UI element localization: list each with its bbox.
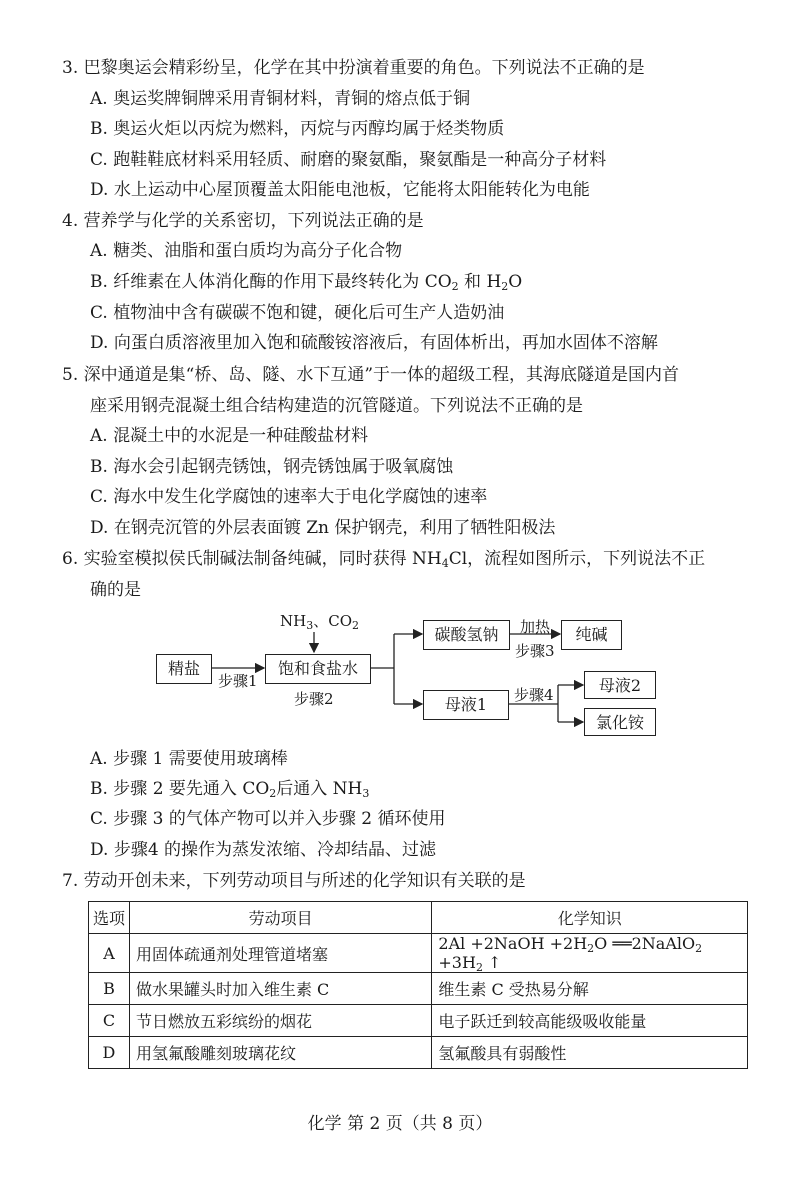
q4-b-sub-1: 2 <box>451 280 459 293</box>
row-d-knowledge: 氢氟酸具有弱酸性 <box>432 1037 748 1069</box>
header-labor-item: 劳动项目 <box>129 902 431 934</box>
box-refined-salt: 精盐 <box>156 654 212 684</box>
q3-option-c: C. 跑鞋鞋底材料采用轻质、耐磨的聚氨酯，聚氨酯是一种高分子材料 <box>90 150 607 170</box>
box-soda-ash: 纯碱 <box>561 620 622 650</box>
page-footer: 化学 第 2 页（共 8 页） <box>307 1114 493 1134</box>
row-b-work: 做水果罐头时加入维生素 C <box>129 973 431 1005</box>
q6-stem-text-1: 6. 实验室模拟侯氏制碱法制备纯碱，同时获得 NH <box>62 549 442 569</box>
table-header-row <box>89 902 748 934</box>
q3-option-d: D. 水上运动中心屋顶覆盖太阳能电池板，它能将太阳能转化为电能 <box>90 180 590 200</box>
q6-b-sub-1: 2 <box>269 787 277 800</box>
q5-option-b: B. 海水会引起钢壳锈蚀，钢壳锈蚀属于吸氧腐蚀 <box>90 457 454 477</box>
q6-stem-sub: 4 <box>441 557 449 570</box>
step1-label: 步骤1 <box>218 672 258 690</box>
q4-option-a: A. 糖类、油脂和蛋白质均为高分子化合物 <box>90 241 403 261</box>
q3-option-a: A. 奥运奖牌铜牌采用青铜材料，青铜的熔点低于铜 <box>90 89 471 109</box>
header-chem-knowledge: 化学知识 <box>432 902 748 934</box>
q4-stem: 4. 营养学与化学的关系密切，下列说法正确的是 <box>62 211 424 231</box>
q4-b-sub-2: 2 <box>501 280 509 293</box>
q6-option-d: D. 步骤4 的操作为蒸发浓缩、冷却结晶、过滤 <box>90 840 437 860</box>
q6-b-text-2: 后通入 NH <box>276 779 363 799</box>
q7-stem: 7. 劳动开创未来，下列劳动项目与所述的化学知识有关联的是 <box>62 871 526 891</box>
q3-stem: 3. 巴黎奥运会精彩纷呈，化学在其中扮演着重要的角色。下列说法不正确的是 <box>62 58 645 78</box>
row-a-option: A <box>89 934 130 973</box>
eq-sub-1: 2 <box>587 942 595 955</box>
feed-nh3: NH <box>280 612 307 630</box>
row-a-work: 用固体疏通剂处理管道堵塞 <box>129 934 431 973</box>
box-mother-liquor-2: 母液2 <box>584 671 656 699</box>
row-a-knowledge <box>432 934 748 973</box>
q6-b-sub-2: 3 <box>362 787 370 800</box>
q6-b-text-1: B. 步骤 2 要先通入 CO <box>90 779 270 799</box>
q5-option-a: A. 混凝土中的水泥是一种硅酸盐材料 <box>90 426 369 446</box>
feed-nh3-sub: 3 <box>306 619 314 632</box>
row-c-option: C <box>89 1005 130 1037</box>
eq-sub-2: 2 <box>695 942 703 955</box>
row-d-work: 用氢氟酸雕刻玻璃花纹 <box>129 1037 431 1069</box>
q6-option-a: A. 步骤 1 需要使用玻璃棒 <box>90 749 288 769</box>
feed-gases-label <box>280 610 359 631</box>
row-d-option: D <box>89 1037 130 1069</box>
q6-stem-line2: 确的是 <box>90 580 141 600</box>
table-row <box>89 1037 748 1069</box>
q6-option-b <box>90 778 369 800</box>
q7-table <box>88 901 748 1069</box>
q5-option-d: D. 在钢壳沉管的外层表面镀 Zn 保护钢壳，利用了牺牲阳极法 <box>90 518 556 538</box>
step4-label: 步骤4 <box>514 686 554 704</box>
q5-stem-line1: 5. 深中通道是集“桥、岛、隧、水下互通”于一体的超级工程，其海底隧道是国内首 <box>62 365 680 385</box>
q4-b-text-3: O <box>508 272 523 292</box>
row-b-knowledge: 维生素 C 受热易分解 <box>432 973 748 1005</box>
table-row <box>89 973 748 1005</box>
eq-part-4: ↑ <box>482 953 502 972</box>
box-sodium-bicarbonate: 碳酸氢钠 <box>423 620 510 650</box>
q5-stem-line2: 座采用钢壳混凝土组合结构建造的沉管隧道。下列说法不正确的是 <box>90 396 583 416</box>
box-ammonium-chloride: 氯化铵 <box>584 708 656 736</box>
row-b-option: B <box>89 973 130 1005</box>
heat-label: 加热 <box>520 618 551 636</box>
table-row <box>89 934 748 973</box>
eq-sub-3: 2 <box>475 961 483 974</box>
eq-part-1: 2Al +2NaOH +2H <box>438 934 588 953</box>
q4-b-text-2: 和 H <box>458 272 502 292</box>
step2-label: 步骤2 <box>294 690 334 708</box>
q4-option-c: C. 植物油中含有碳碳不饱和键，硬化后可生产人造奶油 <box>90 303 505 323</box>
q6-option-c: C. 步骤 3 的气体产物可以并入步骤 2 循环使用 <box>90 809 446 829</box>
box-mother-liquor-1: 母液1 <box>423 690 509 720</box>
q4-option-d: D. 向蛋白质溶液里加入饱和硫酸铵溶液后，有固体析出，再加水固体不溶解 <box>90 333 658 353</box>
row-c-knowledge: 电子跃迁到较高能级吸收能量 <box>432 1005 748 1037</box>
eq-part-2: O ══2NaAlO <box>594 934 696 953</box>
feed-co2-sub: 2 <box>352 619 359 632</box>
q5-option-c: C. 海水中发生化学腐蚀的速率大于电化学腐蚀的速率 <box>90 487 488 507</box>
feed-sep: 、CO <box>313 612 352 630</box>
row-c-work: 节日燃放五彩缤纷的烟花 <box>129 1005 431 1037</box>
q6-stem-text-2: Cl，流程如图所示，下列说法不正 <box>448 549 706 569</box>
header-option: 选项 <box>89 902 130 934</box>
q4-b-text-1: B. 纤维素在人体消化酶的作用下最终转化为 CO <box>90 272 452 292</box>
step3-label: 步骤3 <box>515 642 555 660</box>
eq-part-3: +3H <box>438 953 476 972</box>
q3-option-b: B. 奥运火炬以丙烷为燃料，丙烷与丙醇均属于烃类物质 <box>90 119 505 139</box>
table-row <box>89 1005 748 1037</box>
box-saturated-brine: 饱和食盐水 <box>265 654 371 684</box>
